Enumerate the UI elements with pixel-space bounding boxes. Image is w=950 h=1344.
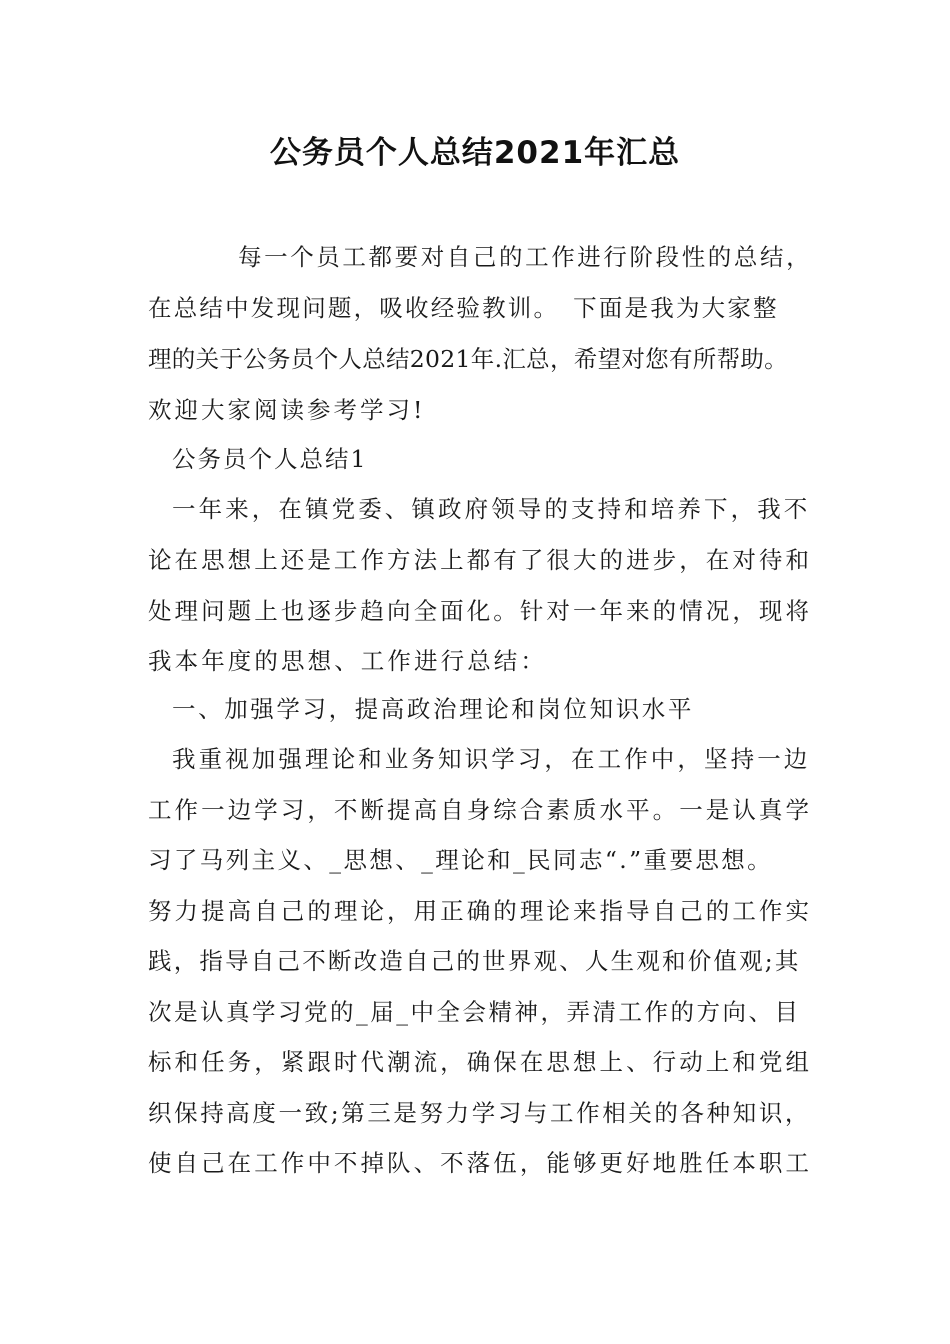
- subsection-heading: 一、加强学习，提高政治理论和岗位知识水平: [172, 695, 694, 723]
- body-line: 每一个员工都要对自己的工作进行阶段性的总结，: [238, 243, 813, 271]
- body-line: 欢迎大家阅读参考学习!: [148, 396, 426, 424]
- body-line: 论在思想上还是工作方法上都有了很大的进步，在对待和: [148, 546, 812, 574]
- body-line: 我本年度的思想、工作进行总结：: [148, 647, 547, 675]
- body-line: 践，指导自己不断改造自己的世界观、人生观和价值观;其: [148, 947, 801, 975]
- document-title: 公务员个人总结2021年汇总: [269, 135, 681, 171]
- body-line: 我重视加强理论和业务知识学习，在工作中，坚持一边: [172, 745, 811, 773]
- body-line: 次是认真学习党的_届_中全会精神，弄清工作的方向、目: [148, 998, 801, 1026]
- body-line: 习了马列主义、_思想、_理论和_民同志“.”重要思想。: [148, 846, 774, 874]
- body-line: 标和任务，紧跟时代潮流，确保在思想上、行动上和党组: [148, 1048, 812, 1076]
- body-line: 工作一边学习，不断提高自身综合素质水平。一是认真学: [148, 796, 812, 824]
- body-line: 一年来，在镇党委、镇政府领导的支持和培养下，我不: [172, 495, 811, 523]
- body-line: 理的关于公务员个人总结2021年.汇总，希望对您有所帮助。: [148, 345, 788, 373]
- section-heading: 公务员个人总结1: [172, 445, 368, 473]
- body-line: 努力提高自己的理论，用正确的理论来指导自己的工作实: [148, 897, 812, 925]
- body-line: 使自己在工作中不掉队、不落伍，能够更好地胜任本职工: [148, 1149, 812, 1177]
- body-line: 处理问题上也逐步趋向全面化。针对一年来的情况，现将: [148, 597, 812, 625]
- body-line: 在总结中发现问题，吸收经验教训。 下面是我为大家整: [148, 294, 779, 322]
- body-line: 织保持高度一致;第三是努力学习与工作相关的各种知识，: [148, 1099, 812, 1127]
